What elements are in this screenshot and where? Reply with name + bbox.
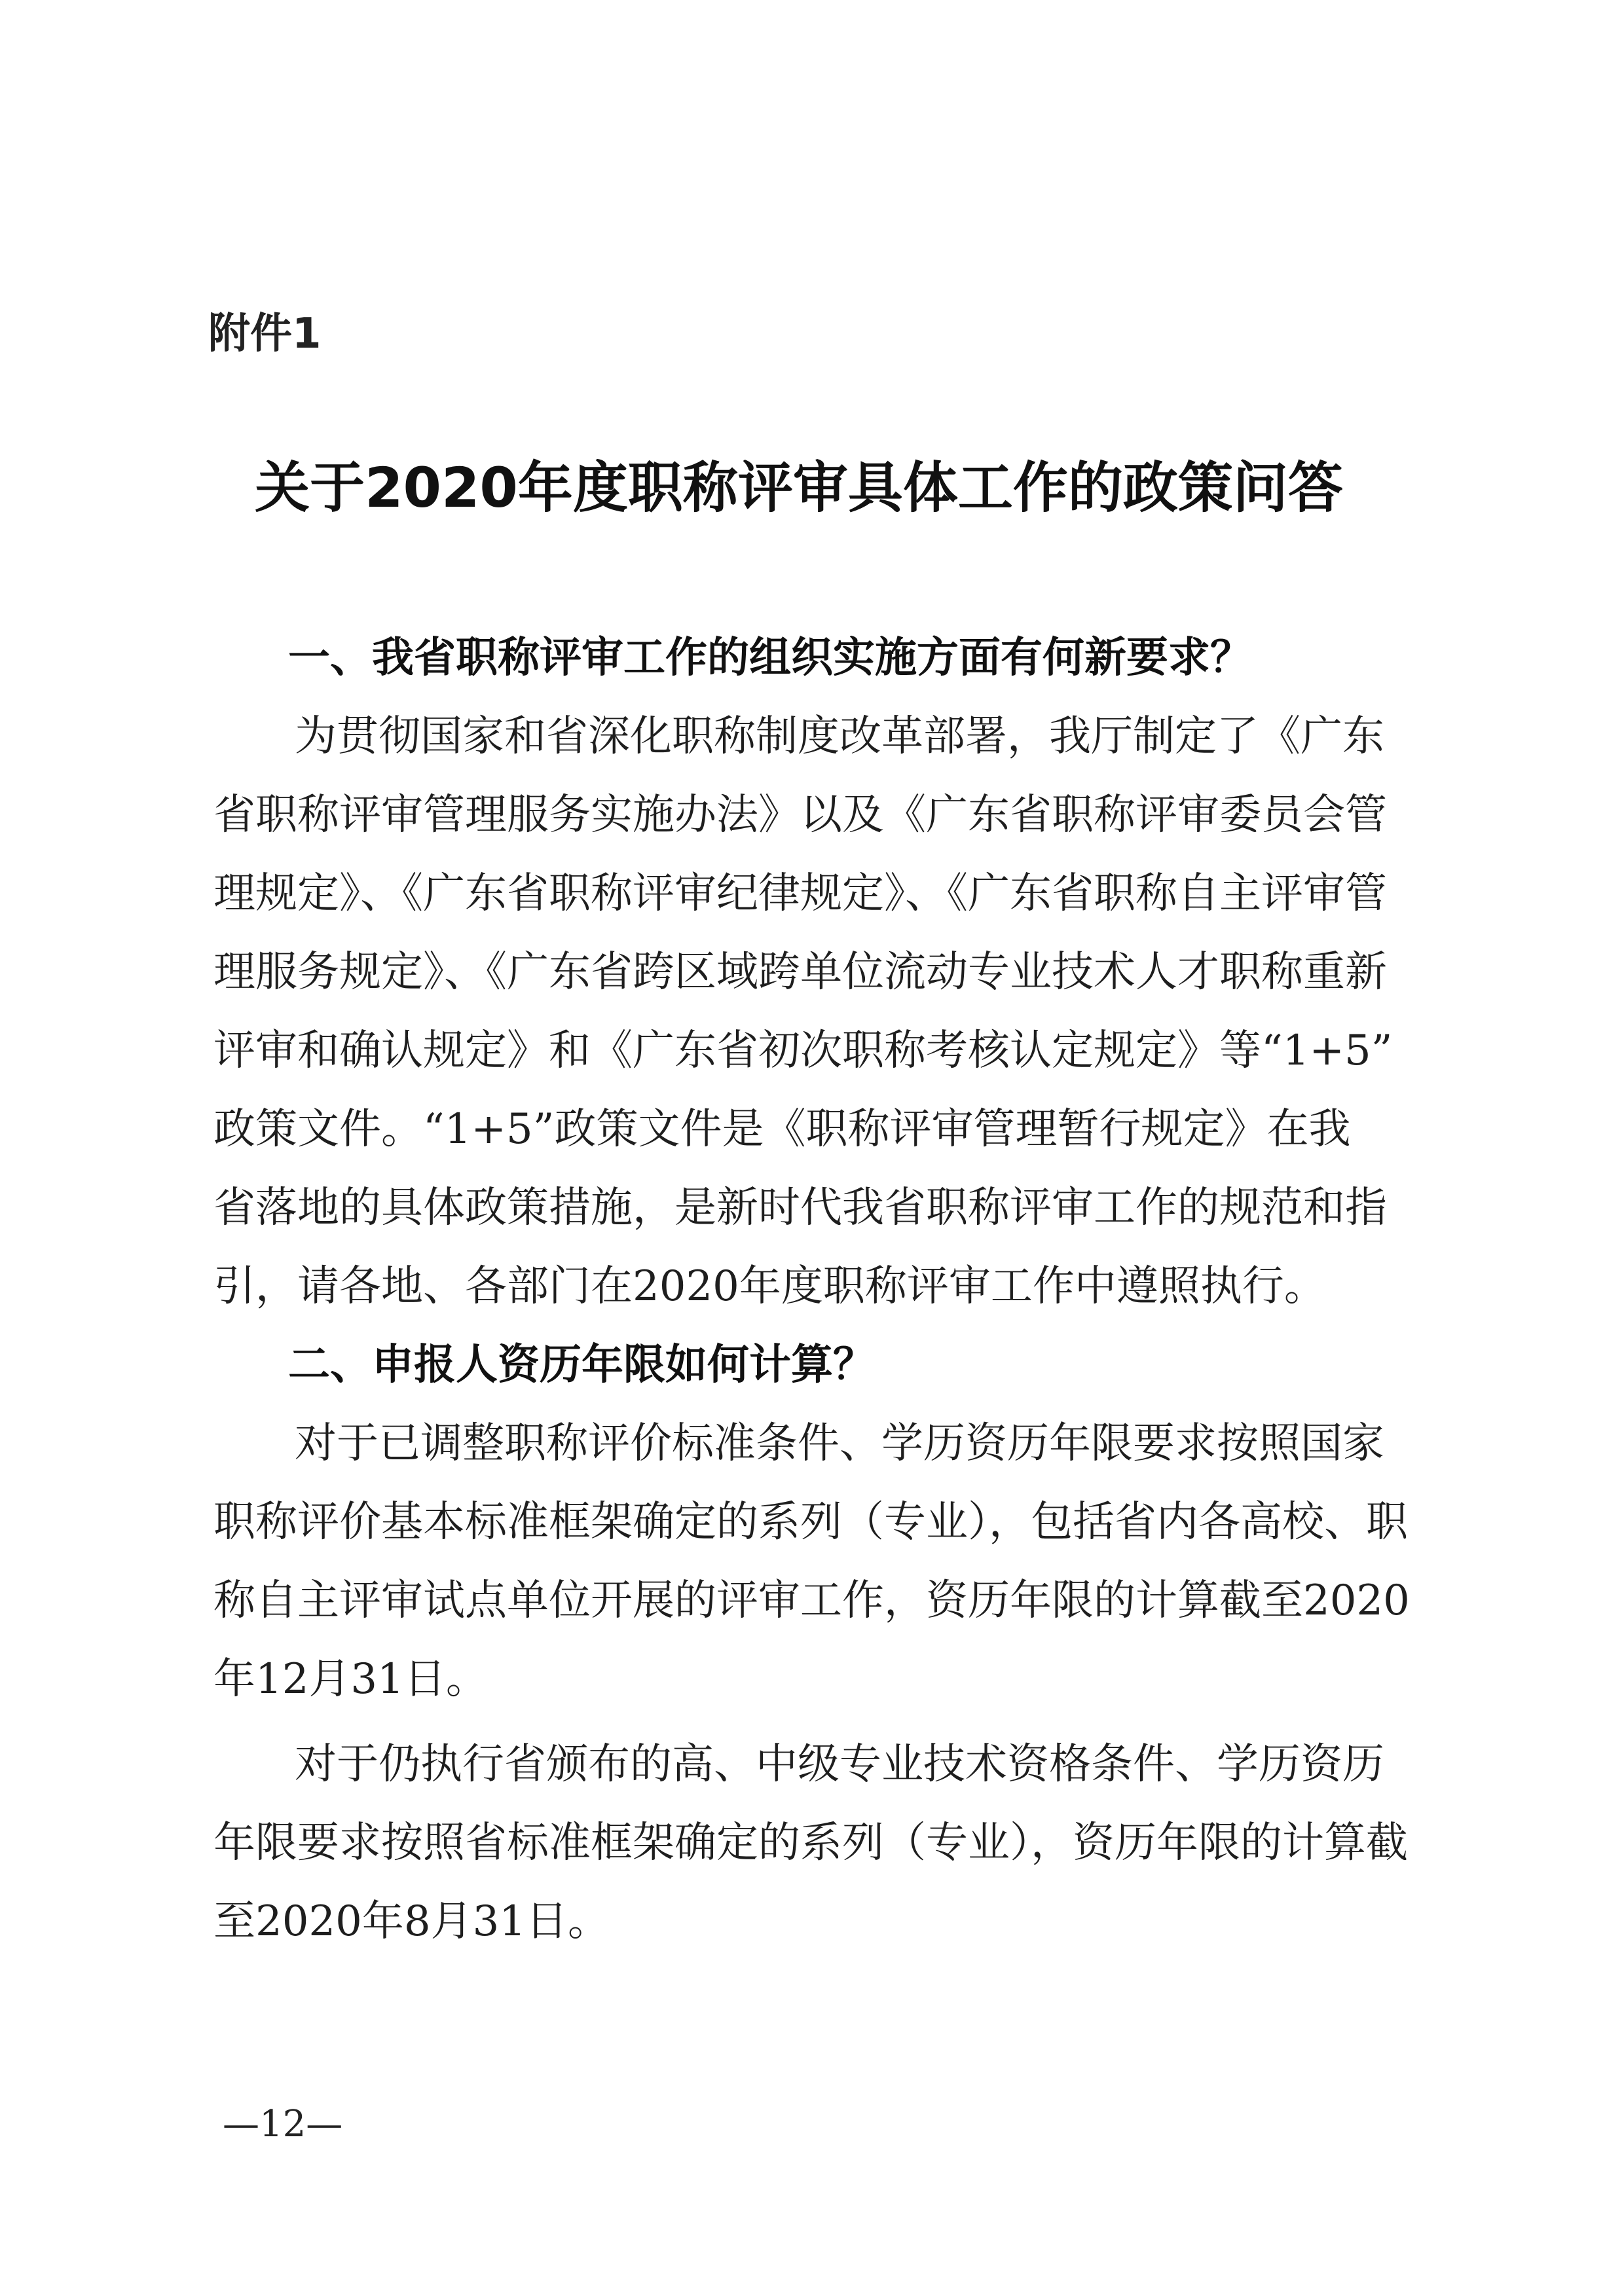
page-number: —12— (223, 2103, 343, 2145)
paragraph-line: 对于仍执行省颁布的高、中级专业技术资格条件、学历资历 (295, 1740, 1384, 1789)
paragraph-line: 理规定》、《广东省职称评审纪律规定》、《广东省职称自主评审管 (213, 869, 1387, 918)
document-title: 关于2020年度职称评审具体工作的政策问答 (255, 456, 1343, 520)
paragraph-line: 理服务规定》、《广东省跨区域跨单位流动专业技术人才职称重新 (213, 948, 1387, 996)
section-heading-1: 一、我省职称评审工作的组织实施方面有何新要求？ (288, 634, 1252, 682)
paragraph-line: 对于已调整职称评价标准条件、学历资历年限要求按照国家 (295, 1419, 1384, 1468)
section-heading-2: 二、申报人资历年限如何计算？ (288, 1341, 875, 1389)
paragraph-line: 职称评价基本标准框架确定的系列（专业），包括省内各高校、职 (213, 1498, 1408, 1546)
attachment-label: 附件1 (208, 310, 322, 358)
paragraph-line: 年12月31日。 (213, 1655, 488, 1704)
paragraph-line: 政策文件。“1+5”政策文件是《职称评审管理暂行规定》在我 (213, 1105, 1351, 1154)
paragraph-line: 至2020年8月31日。 (213, 1897, 610, 1946)
paragraph-line: 引，请各地、各部门在2020年度职称评审工作中遵照执行。 (213, 1262, 1326, 1311)
paragraph-line: 评审和确认规定》和《广东省初次职称考核认定规定》等“1+5” (213, 1027, 1393, 1075)
paragraph-line: 省落地的具体政策措施，是新时代我省职称评审工作的规范和指 (213, 1184, 1387, 1232)
paragraph-line: 为贯彻国家和省深化职称制度改革部署，我厅制定了《广东 (295, 712, 1384, 761)
paragraph-line: 称自主评审试点单位开展的评审工作，资历年限的计算截至2020 (213, 1576, 1410, 1625)
paragraph-line: 省职称评审管理服务实施办法》以及《广东省职称评审委员会管 (213, 791, 1387, 839)
paragraph-line: 年限要求按照省标准框架确定的系列（专业），资历年限的计算截 (213, 1819, 1408, 1867)
